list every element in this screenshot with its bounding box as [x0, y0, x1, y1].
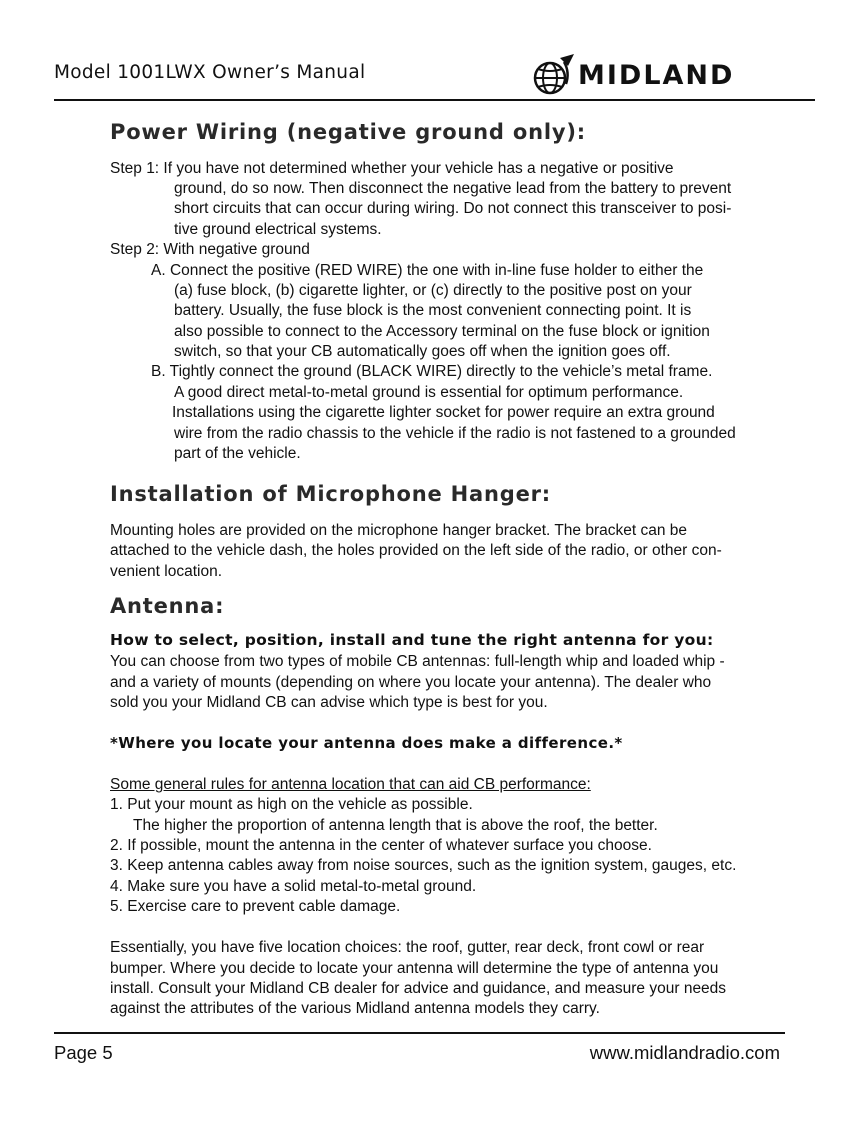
rule-item: 3. Keep antenna cables away from noise sources, such as the ignition system, gauges, etc. [110, 857, 737, 874]
rule-item: The higher the proportion of antenna length that is above the roof, the better. [133, 817, 658, 834]
closing-line: bumper. Where you decide to locate your antenna will determine the type of antenna you [110, 960, 719, 977]
power-line: (a) fuse block, (b) cigarette lighter, or (c) directly to the positive post on your [174, 282, 692, 299]
mic-line: Mounting holes are provided on the microphone hanger bracket. The bracket can be [110, 522, 688, 539]
rule-item: 2. If possible, mount the antenna in the center of whatever surface you choose. [110, 837, 652, 854]
power-line: Step 1: If you have not determined whether your vehicle has a negative or positive [110, 160, 674, 177]
closing-line: install. Consult your Midland CB dealer for advice and guidance, and measure your needs [110, 980, 727, 997]
power-wiring-heading: Power Wiring (negative ground only): [110, 120, 586, 144]
footer-divider [54, 1032, 785, 1034]
antenna-emphasis: *Where you locate your antenna does make a difference.* [110, 734, 623, 752]
header-title: Model 1001LWX Owner’s Manual [54, 62, 366, 83]
rule-item: 5. Exercise care to prevent cable damage. [110, 898, 401, 915]
website-url: www.midlandradio.com [589, 1042, 780, 1063]
rule-item: 1. Put your mount as high on the vehicle as possible. [110, 796, 473, 813]
power-line: Step 2: With negative ground [110, 241, 310, 258]
power-line: Installations using the cigarette lighter socket for power require an extra ground [172, 404, 715, 421]
rule-item: 4. Make sure you have a solid metal-to-metal ground. [110, 878, 477, 895]
mic-line: venient location. [110, 563, 223, 580]
power-line: A. Connect the positive (RED WIRE) the one with in-line fuse holder to either the [151, 262, 704, 279]
power-line: ground, do so now. Then disconnect the negative lead from the battery to prevent [174, 180, 732, 197]
header-divider [54, 99, 815, 101]
logo-text: MIDLAND [578, 60, 735, 91]
power-line: battery. Usually, the fuse block is the most convenient connecting point. It is [174, 302, 692, 319]
page-number: Page 5 [54, 1042, 113, 1063]
antenna-subheading: How to select, position, install and tune the right antenna for you: [110, 631, 714, 649]
mic-line: attached to the vehicle dash, the holes provided on the left side of the radio, or other con- [110, 542, 722, 559]
rules-heading: Some general rules for antenna location that can aid CB performance: [110, 776, 591, 793]
globe-logo-icon [530, 52, 576, 102]
power-line: short circuits that can occur during wiring. Do not connect this transceiver to posi- [174, 200, 732, 217]
closing-line: Essentially, you have five location choices: the roof, gutter, rear deck, front cowl or rear [110, 939, 705, 956]
antenna-intro-line: sold you your Midland CB can advise which type is best for you. [110, 694, 548, 711]
antenna-intro-line: and a variety of mounts (depending on where you locate your antenna). The dealer who [110, 674, 712, 691]
power-line: A good direct metal-to-metal ground is essential for optimum performance. [174, 384, 684, 401]
power-line: tive ground electrical systems. [174, 221, 382, 238]
antenna-intro-line: You can choose from two types of mobile CB antennas: full-length whip and loaded whip - [110, 653, 725, 670]
antenna-heading: Antenna: [110, 594, 225, 618]
power-line: also possible to connect to the Accessory terminal on the fuse block or ignition [174, 323, 710, 340]
closing-line: against the attributes of the various Midland antenna models they carry. [110, 1000, 600, 1017]
power-line: wire from the radio chassis to the vehicle if the radio is not fastened to a grounded [174, 425, 736, 442]
power-line: B. Tightly connect the ground (BLACK WIRE) directly to the vehicle’s metal frame. [151, 363, 713, 380]
midland-logo [530, 52, 780, 102]
power-line: switch, so that your CB automatically goes off when the ignition goes off. [174, 343, 671, 360]
power-line: part of the vehicle. [174, 445, 301, 462]
mic-hanger-heading: Installation of Microphone Hanger: [110, 482, 552, 506]
